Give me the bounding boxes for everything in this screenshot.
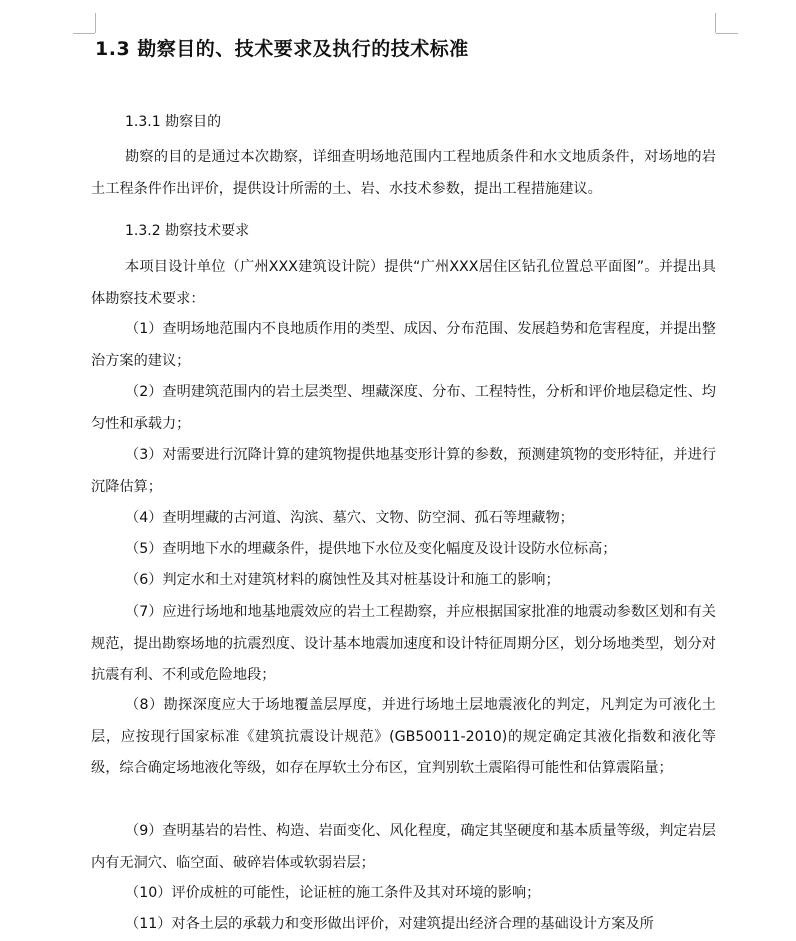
subsection-label: 勘察技术要求: [165, 223, 250, 239]
requirement-item-10: （10）评价成桩的可能性，论证桩的施工条件及其对环境的影响；: [125, 885, 541, 901]
paragraph-intro: 本项目设计单位（广州XXX建筑设计院）提供“广州XXX居住区钻孔位置总平面图”。并提出具体勘察技术要求：: [91, 259, 716, 307]
crop-mark-right-vertical: [715, 13, 716, 33]
requirement-item-2: （2）查明建筑范围内的岩土层类型、埋藏深度、分布、工程特性，分析和评价地层稳定性、均匀性和承载力；: [91, 384, 716, 432]
requirement-item-11: （11）对各土层的承载力和变形做出评价，对建筑提出经济合理的基础设计方案及所: [125, 916, 654, 932]
crop-mark-right-horizontal: [716, 33, 738, 34]
requirement-item-6: （6）判定水和土对建筑材料的腐蚀性及其对桩基设计和施工的影响；: [125, 572, 560, 588]
requirement-item-4: （4）查明埋藏的古河道、沟滨、墓穴、文物、防空洞、孤石等埋藏物；: [125, 510, 574, 526]
subsection-number: 1.3.2: [125, 223, 161, 239]
section-heading: 1.3 勘察目的、技术要求及执行的技术标准: [95, 38, 469, 60]
paragraph-purpose: 勘察的目的是通过本次勘察，详细查明场地范围内工程地质条件和水文地质条件，对场地的岩土工程条件作出评价，提供设计所需的土、岩、水技术参数，提出工程措施建议。: [91, 149, 716, 197]
crop-mark-left-horizontal: [73, 33, 95, 34]
subsection-title-1-3-1: [125, 111, 221, 131]
requirement-item-9: （9）查明基岩的岩性、构造、岩面变化、风化程度，确定其坚硬度和基本质量等级，判定岩层内有无洞穴、临空面、破碎岩体或软弱岩层；: [91, 823, 716, 871]
requirement-item-8: （8）勘探深度应大于场地覆盖层厚度，并进行场地土层地震液化的判定，凡判定为可液化土层，应按现行国家标准《建筑抗震设计规范》(GB50011-2010)的规定确定其液化指数和液化等级，综合确定场地液化等级，如存在厚软土分布区，宜判别软土震陷得可能性和估算震陷量；: [91, 697, 716, 776]
crop-mark-left-vertical: [95, 13, 96, 33]
requirement-item-5: （5）查明地下水的埋藏条件，提供地下水位及变化幅度及设计设防水位标高；: [125, 541, 617, 557]
subsection-label: 勘察目的: [165, 114, 222, 130]
requirement-item-3: （3）对需要进行沉降计算的建筑物提供地基变形计算的参数，预测建筑物的变形特征，并进行沉降估算；: [91, 447, 716, 495]
subsection-title-1-3-2: [125, 220, 249, 240]
requirement-item-1: （1）查明场地范围内不良地质作用的类型、成因、分布范围、发展趋势和危害程度，并提出整治方案的建议；: [91, 321, 716, 369]
requirement-item-7: （7）应进行场地和地基地震效应的岩土工程勘察，并应根据国家批准的地震动参数区划和有关规范，提出勘察场地的抗震烈度、设计基本地震加速度和设计特征周期分区，划分场地类型，划分对抗震有利、不利或危险地段；: [91, 604, 716, 683]
subsection-number: 1.3.1: [125, 114, 161, 130]
